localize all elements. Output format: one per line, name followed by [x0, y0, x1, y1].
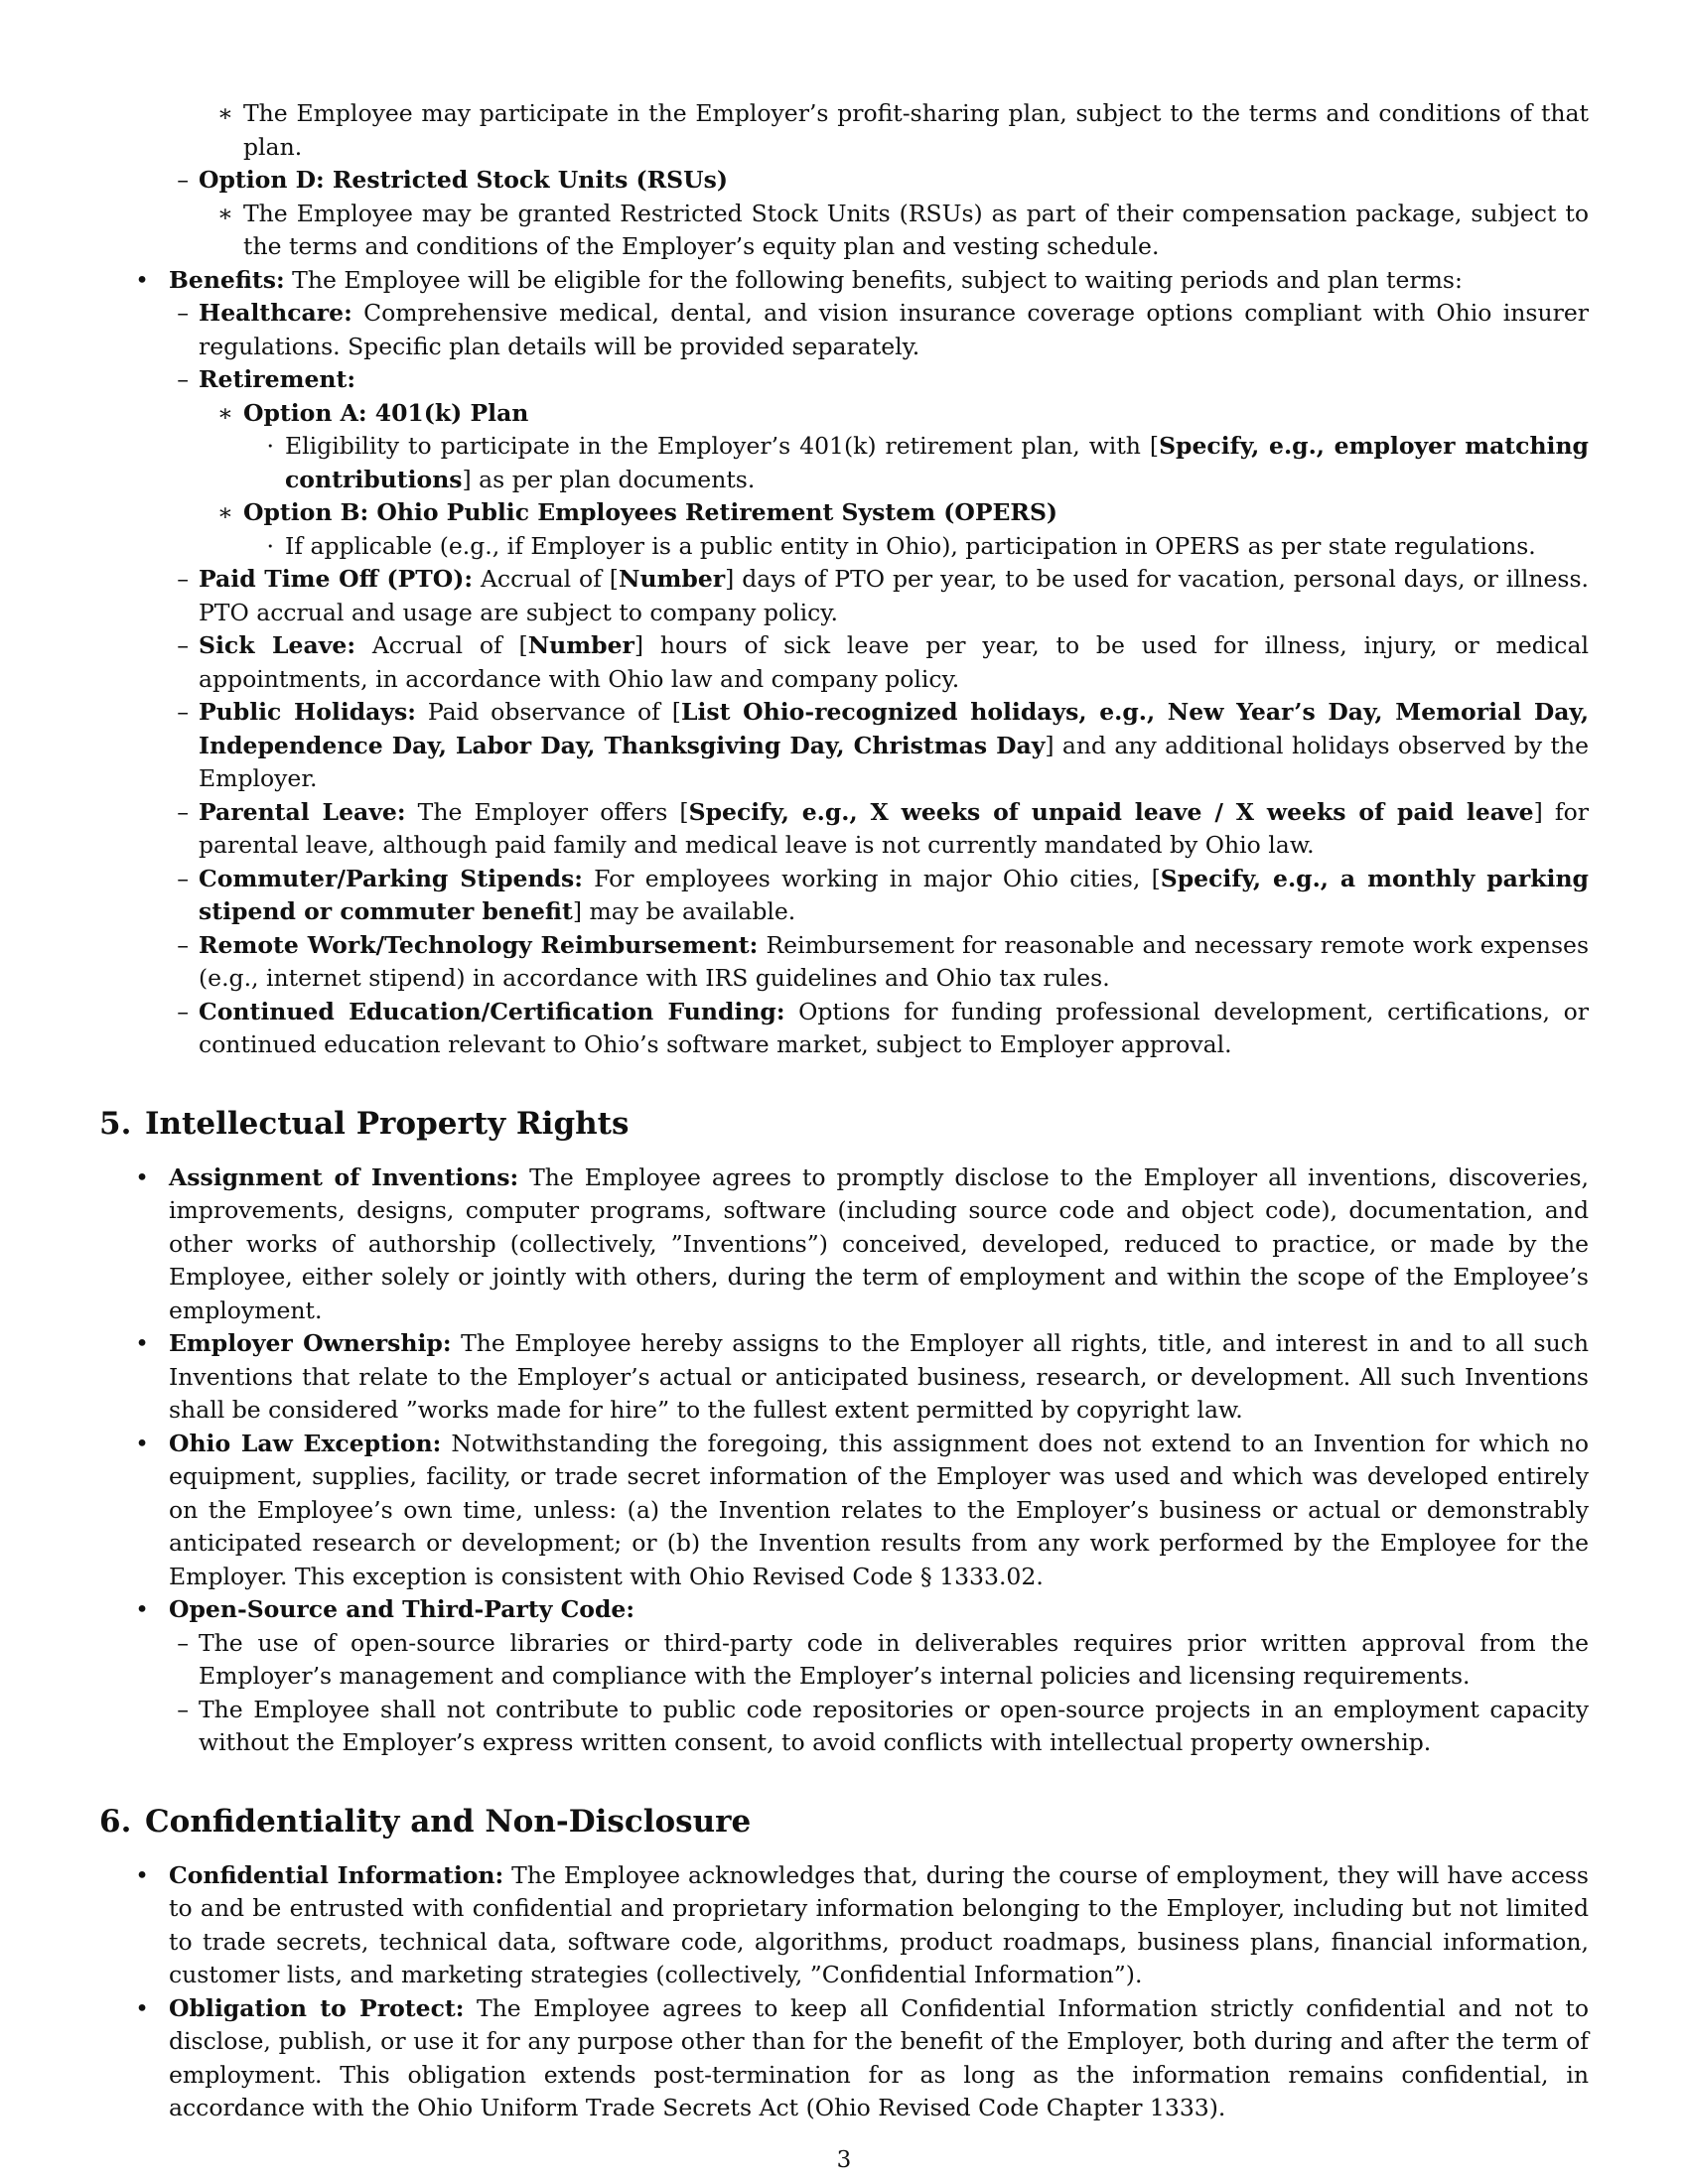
list-item	[238, 430, 1589, 496]
dash-marker: –	[177, 797, 189, 826]
bullet-marker: •	[135, 1429, 149, 1457]
continued-option-c	[139, 97, 1589, 164]
list-item	[139, 297, 1589, 363]
dash-marker: –	[177, 166, 189, 194]
ownership-label: Employer Ownership:	[169, 1329, 452, 1357]
bullet-marker: •	[135, 265, 149, 294]
dash-marker: –	[177, 997, 189, 1025]
option-b-text: If applicable (e.g., if Employer is a public entity in Ohio), participation in OPERS as per state regulations.	[285, 531, 1536, 560]
holidays-label: Public Holidays:	[199, 698, 416, 726]
dot-marker: ·	[266, 432, 274, 460]
healthcare-label: Healthcare:	[199, 299, 352, 327]
ohio-exception-text: Notwithstanding the foregoing, this assignment does not extend to an Invention for which no equipment, supplies, facility, or trade secret information of the Employer was used and which was developed entirely on the Employee’s own time, unless: (a) the Invention relates to the Employer’s business or actual or demonstrably anticipated research or development; or (b) the Invention results from any work performed by the Employee for the Employer. This exception is consistent with Ohio Revised Code § 1333.02.	[169, 1429, 1589, 1590]
asterisk-marker: ∗	[217, 199, 233, 227]
retirement-label: Retirement:	[199, 365, 356, 393]
open-source-text-2: The Employee shall not contribute to public code repositories or open-source projects in an employment capacity without the Employer’s express written consent, to avoid conflicts with intellectual property ownership.	[199, 1695, 1589, 1756]
bullet-marker: •	[135, 1595, 149, 1623]
list-item	[139, 863, 1589, 929]
open-source-label: Open-Source and Third-Party Code:	[169, 1595, 635, 1623]
dash-marker: –	[177, 565, 189, 593]
option-a-text-1: Eligibility to participate in the Employer’s 401(k) retirement plan, with [	[285, 432, 1160, 460]
assignment-text: The Employee agrees to promptly disclose to the Employer all inventions, discoveries, improvements, designs, computer programs, software (including source code and object code), documentation, and other works of authorship (collectively, ”Inventions”) conceived, developed, reduced to practice, or made by the Employee, either solely or jointly with others, during the term of employment and within the scope of the Employee’s employment.	[169, 1162, 1589, 1324]
section-5-list	[99, 1161, 1589, 1760]
sick-bold: Number	[527, 631, 634, 659]
dash-marker: –	[177, 299, 189, 327]
option-b-title: Option B: Ohio Public Employees Retirement System (OPERS)	[243, 498, 1058, 526]
dash-marker: –	[177, 1628, 189, 1657]
list-item	[238, 530, 1589, 564]
open-source-text-1: The use of open-source libraries or third-party code in deliverables requires prior written approval from the Employer’s management and compliance with the Employer’s internal policies and licensing requirements.	[199, 1628, 1589, 1690]
holidays-text-2: ] and any additional holidays observed by the Employer.	[199, 731, 1589, 792]
list-item	[99, 1992, 1589, 2125]
commuter-text-2: ] may be available.	[572, 897, 796, 925]
dash-marker: –	[177, 698, 189, 726]
obligation-label: Obligation to Protect:	[169, 1993, 465, 2022]
benefits-label: Benefits:	[169, 265, 285, 294]
list-item	[139, 796, 1589, 863]
obligation-text: The Employee agrees to keep all Confidential Information strictly confidential and not to disclose, publish, or use it for any purpose other than for the benefit of the Employer, both during and after the term of employment. This obligation extends post-termination for as long as the information remains confidential, in accordance with the Ohio Uniform Trade Secrets Act (Ohio Revised Code Chapter 1333).	[169, 1993, 1589, 2121]
list-item	[99, 1161, 1589, 1328]
list-item	[139, 929, 1589, 996]
continued-options	[139, 97, 1589, 264]
list-item	[192, 97, 1589, 164]
document-page	[99, 97, 1589, 2125]
sick-text-1: Accrual of [	[355, 631, 528, 659]
bullet-marker: •	[135, 1993, 149, 2022]
holidays-text-1: Paid observance of [	[415, 698, 681, 726]
sick-text-2: ] hours of sick leave per year, to be used for illness, injury, or medical appointments, in accordance with Ohio law and company policy.	[199, 631, 1589, 693]
pto-text-2: ] days of PTO per year, to be used for vacation, personal days, or illness. PTO accrual and usage are subject to company policy.	[199, 565, 1589, 626]
ohio-exception-label: Ohio Law Exception:	[169, 1429, 442, 1457]
confidential-text: The Employee acknowledges that, during the course of employment, they will have access to and be entrusted with confidential and proprietary information belonging to the Employer, including but not limited to trade secrets, technical data, software code, algorithms, product roadmaps, business plans, financial information, customer lists, and marketing strategies (collectively, ”Confidential Information”).	[169, 1860, 1589, 1988]
section-6-list	[99, 1859, 1589, 2125]
sick-label: Sick Leave:	[199, 631, 356, 659]
bullet-marker: •	[135, 1329, 149, 1357]
dot-marker: ·	[266, 531, 274, 560]
option-a-list	[238, 430, 1589, 496]
section-number: 5.	[99, 1105, 132, 1142]
benefits-sublist	[139, 297, 1589, 1062]
commuter-label: Commuter/Parking Stipends:	[199, 864, 583, 892]
section-title: Confidentiality and Non-Disclosure	[145, 1803, 752, 1840]
pto-text-1: Accrual of [	[473, 565, 619, 593]
option-b-list	[238, 530, 1589, 564]
dash-marker: –	[177, 631, 189, 659]
open-source-sublist	[139, 1627, 1589, 1760]
continued-list	[99, 97, 1589, 264]
remote-label: Remote Work/Technology Reimbursement:	[199, 930, 759, 959]
asterisk-marker: ∗	[217, 498, 233, 526]
section-number: 6.	[99, 1803, 132, 1840]
option-d-text: The Employee may be granted Restricted Stock Units (RSUs) as part of their compensation package, subject to the terms and conditions of the Employer’s equity plan and vesting schedule.	[243, 199, 1589, 260]
section-5-heading	[99, 1104, 1589, 1144]
list-item	[139, 1627, 1589, 1694]
dash-marker: –	[177, 930, 189, 959]
option-a-text-2: ] as per plan documents.	[462, 465, 756, 493]
parental-bold: Specify, e.g., X weeks of unpaid leave / X weeks of paid leave	[688, 797, 1534, 826]
asterisk-marker: ∗	[217, 99, 233, 127]
list-item	[139, 696, 1589, 796]
list-item	[192, 198, 1589, 264]
pto-bold: Number	[618, 565, 726, 593]
option-d-list	[192, 198, 1589, 264]
healthcare-text: Comprehensive medical, dental, and vision insurance coverage options compliant with Ohio insurer regulations. Specific plan details will be provided separately.	[199, 299, 1589, 360]
list-item	[99, 1593, 1589, 1760]
benefits-list	[99, 264, 1589, 1062]
list-item	[139, 996, 1589, 1062]
list-item	[139, 1694, 1589, 1760]
dash-marker: –	[177, 864, 189, 892]
bullet-marker: •	[135, 1860, 149, 1889]
profit-sharing-list	[192, 97, 1589, 164]
benefits-intro: The Employee will be eligible for the following benefits, subject to waiting periods and plan terms:	[284, 265, 1463, 294]
commuter-text-1: For employees working in major Ohio cities, [	[582, 864, 1161, 892]
list-item	[139, 363, 1589, 563]
page-number: 3	[836, 2147, 852, 2173]
list-item	[99, 264, 1589, 1062]
list-item	[192, 397, 1589, 497]
section-6-heading	[99, 1802, 1589, 1842]
list-item	[99, 1859, 1589, 1992]
dash-marker: –	[177, 365, 189, 393]
pto-label: Paid Time Off (PTO):	[199, 565, 474, 593]
ownership-text: The Employee hereby assigns to the Employer all rights, title, and interest in and to all such Inventions that relate to the Employer’s actual or anticipated business, research, or development. All such Inventions shall be considered ”works made for hire” to the fullest extent permitted by copyright law.	[169, 1329, 1590, 1424]
option-a-bold: Specify, e.g., employer matching contributions	[285, 432, 1589, 493]
remote-text: Reimbursement for reasonable and necessary remote work expenses (e.g., internet stipend) in accordance with IRS guidelines and Ohio tax rules.	[199, 930, 1589, 992]
education-text: Options for funding professional development, certifications, or continued education relevant to Ohio’s software market, subject to Employer approval.	[199, 997, 1589, 1058]
list-item	[139, 629, 1589, 696]
assignment-label: Assignment of Inventions:	[169, 1162, 519, 1191]
dash-marker: –	[177, 1695, 189, 1723]
education-label: Continued Education/Certification Funding:	[199, 997, 785, 1025]
commuter-bold: Specify, e.g., a monthly parking stipend or commuter benefit	[199, 864, 1589, 925]
list-item	[99, 1428, 1589, 1594]
list-item	[99, 1327, 1589, 1428]
list-item	[139, 164, 1589, 264]
retirement-options	[192, 397, 1589, 564]
profit-sharing-text: The Employee may participate in the Employer’s profit-sharing plan, subject to the terms and conditions of that plan.	[243, 99, 1589, 161]
list-item	[139, 563, 1589, 629]
parental-label: Parental Leave:	[199, 797, 406, 826]
bullet-marker: •	[135, 1162, 149, 1191]
option-a-title: Option A: 401(k) Plan	[243, 398, 529, 427]
asterisk-marker: ∗	[217, 398, 233, 427]
option-d-title: Option D: Restricted Stock Units (RSUs)	[199, 166, 728, 194]
list-item	[192, 496, 1589, 563]
parental-text-2: ] for parental leave, although paid family and medical leave is not currently mandated by Ohio law.	[199, 797, 1589, 859]
section-title: Intellectual Property Rights	[145, 1105, 630, 1142]
confidential-label: Confidential Information:	[169, 1860, 504, 1889]
continued-container	[99, 97, 1589, 264]
holidays-bold: List Ohio-recognized holidays, e.g., New Year’s Day, Memorial Day, Independence Day, Labor Day, Thanksgiving Day, Christmas Day	[199, 698, 1590, 759]
parental-text-1: The Employer offers [	[405, 797, 689, 826]
